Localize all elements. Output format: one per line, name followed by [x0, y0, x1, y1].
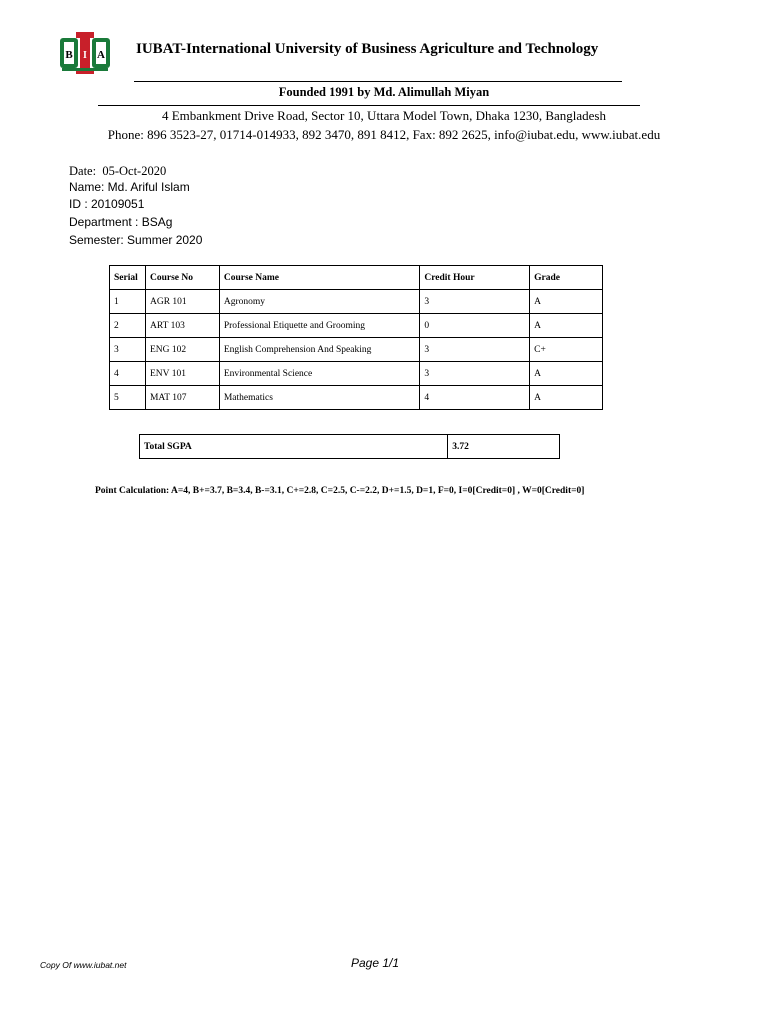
contact-line: Phone: 896 3523-27, 01714-014933, 892 3470, 891 8412, Fax: 892 2625, info@iubat.edu, www.iubat.edu [107, 127, 661, 142]
header-credit-hour: Credit Hour [420, 266, 530, 290]
header-serial: Serial [110, 266, 146, 290]
table-header-row [110, 266, 603, 290]
sgpa-table [139, 434, 560, 459]
date-field [69, 164, 166, 179]
header-rule-top [134, 81, 622, 82]
svg-text:I: I [83, 50, 87, 61]
table-row [110, 290, 603, 314]
cell-course-no: ENG 102 [145, 338, 219, 362]
cell-credit-hour: 3 [420, 362, 530, 386]
semester: Semester: Summer 2020 [69, 233, 203, 247]
cell-serial: 3 [110, 338, 146, 362]
cell-course-name: English Comprehension And Speaking [219, 338, 420, 362]
table-row [110, 338, 603, 362]
department: Department : BSAg [69, 215, 173, 229]
copy-note: Copy Of www.iubat.net [40, 960, 127, 970]
cell-grade: A [530, 386, 603, 410]
cell-credit-hour: 3 [420, 338, 530, 362]
point-calculation: Point Calculation: A=4, B+=3.7, B=3.4, B-=3.1, C+=2.8, C=2.5, C-=2.2, D+=1.5, D=1, F=0, I=0[Credit=0] , W=0[Credit=0] [95, 486, 585, 496]
cell-course-name: Environmental Science [219, 362, 420, 386]
cell-grade: A [530, 290, 603, 314]
date-label: Date: [69, 164, 97, 178]
header-course-no: Course No [145, 266, 219, 290]
cell-course-no: AGR 101 [145, 290, 219, 314]
cell-serial: 2 [110, 314, 146, 338]
page-number: Page 1/1 [351, 956, 400, 970]
cell-grade: C+ [530, 338, 603, 362]
cell-grade: A [530, 362, 603, 386]
cell-serial: 4 [110, 362, 146, 386]
cell-course-no: ART 103 [145, 314, 219, 338]
address-line: 4 Embankment Drive Road, Sector 10, Uttara Model Town, Dhaka 1230, Bangladesh [161, 108, 606, 123]
table-row [110, 386, 603, 410]
university-name: IUBAT-International University of Business Agriculture and Technology [136, 41, 599, 57]
cell-course-name: Mathematics [219, 386, 420, 410]
student-name: Name: Md. Ariful Islam [69, 180, 190, 194]
header-rule-bottom [98, 105, 640, 106]
cell-course-name: Professional Etiquette and Grooming [219, 314, 420, 338]
cell-course-name: Agronomy [219, 290, 420, 314]
sgpa-label: Total SGPA [140, 435, 448, 459]
cell-course-no: MAT 107 [145, 386, 219, 410]
cell-course-no: ENV 101 [145, 362, 219, 386]
courses-table [109, 265, 603, 410]
date-value: 05-Oct-2020 [102, 164, 167, 178]
cell-grade: A [530, 314, 603, 338]
sgpa-value: 3.72 [448, 435, 560, 459]
sgpa-row [140, 435, 560, 459]
cell-serial: 1 [110, 290, 146, 314]
svg-text:A: A [97, 49, 105, 61]
svg-text:B: B [65, 49, 73, 61]
iubat-logo [56, 28, 114, 76]
header-grade: Grade [530, 266, 603, 290]
cell-credit-hour: 3 [420, 290, 530, 314]
header-course-name: Course Name [219, 266, 420, 290]
cell-credit-hour: 4 [420, 386, 530, 410]
cell-serial: 5 [110, 386, 146, 410]
student-id: ID : 20109051 [69, 197, 145, 211]
table-row [110, 314, 603, 338]
founded-line: Founded 1991 by Md. Alimullah Miyan [278, 85, 490, 99]
cell-credit-hour: 0 [420, 314, 530, 338]
table-row [110, 362, 603, 386]
